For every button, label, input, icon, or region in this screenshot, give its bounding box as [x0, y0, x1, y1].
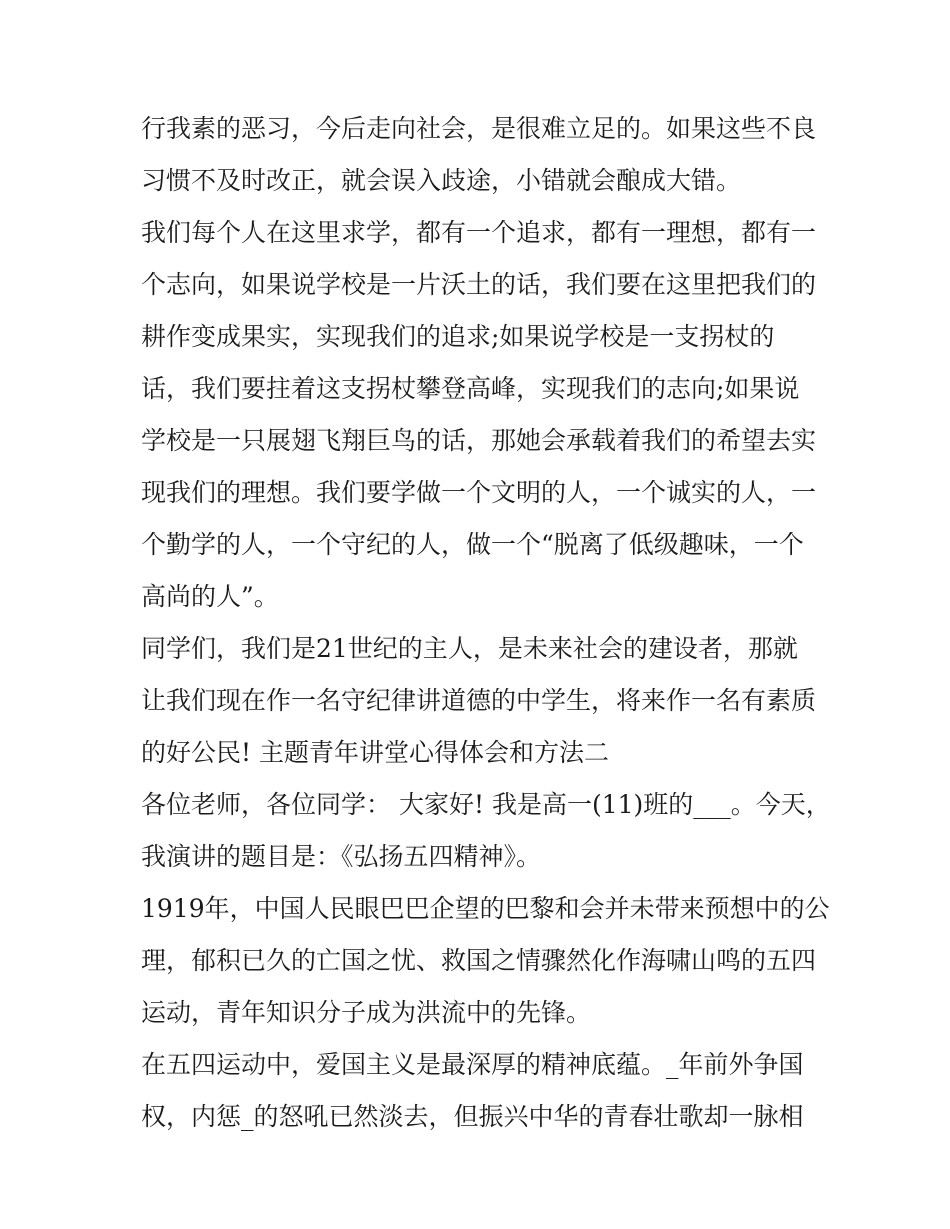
text-line: 学校是一只展翅飞翔巨鸟的话，那她会承载着我们的希望去实	[141, 426, 817, 455]
text-line: 个勤学的人，一个守纪的人，做一个“脱离了低级趣味，一个	[141, 530, 804, 559]
text-line: 我们每个人在这里求学，都有一个追求，都有一理想，都有一	[141, 218, 817, 247]
text-line: 1919年，中国人民眼巴巴企望的巴黎和会并未带来预想中的公	[141, 894, 830, 923]
text-line: 让我们现在作一名守纪律讲道德的中学生，将来作一名有素质	[141, 686, 817, 715]
text-line: 同学们，我们是21世纪的主人，是未来社会的建设者，那就	[141, 634, 798, 663]
text-line: 耕作变成果实，实现我们的追求;如果说学校是一支拐杖的	[141, 322, 775, 351]
text-line: 高尚的人”。	[141, 582, 279, 611]
text-line: 在五四运动中，爱国主义是最深厚的精神底蕴。_年前外争国	[141, 1050, 804, 1079]
text-line: 的好公民! 主题青年讲堂心得体会和方法二	[141, 738, 609, 767]
text-line: 行我素的恶习，今后走向社会，是很难立足的。如果这些不良	[141, 114, 817, 143]
text-line: 我演讲的题目是：《弘扬五四精神》。	[141, 842, 542, 871]
text-line: 现我们的理想。我们要学做一个文明的人，一个诚实的人，一	[141, 478, 817, 507]
text-line: 理，郁积已久的亡国之忧、救国之情骤然化作海啸山鸣的五四	[141, 946, 817, 975]
text-line: 运动，青年知识分子成为洪流中的先锋。	[141, 998, 592, 1027]
text-line: 各位老师，各位同学： 大家好! 我是高一(11)班的___。今天，	[141, 790, 831, 819]
text-line: 权，内惩_的怒吼已然淡去，但振兴中华的青春壮歌却一脉相	[141, 1102, 804, 1131]
text-line: 话，我们要拄着这支拐杖攀登高峰，实现我们的志向;如果说	[141, 374, 800, 403]
text-line: 习惯不及时改正，就会误入歧途，小错就会酿成大错。	[141, 166, 742, 195]
text-line: 个志向，如果说学校是一片沃土的话，我们要在这里把我们的	[141, 270, 817, 299]
